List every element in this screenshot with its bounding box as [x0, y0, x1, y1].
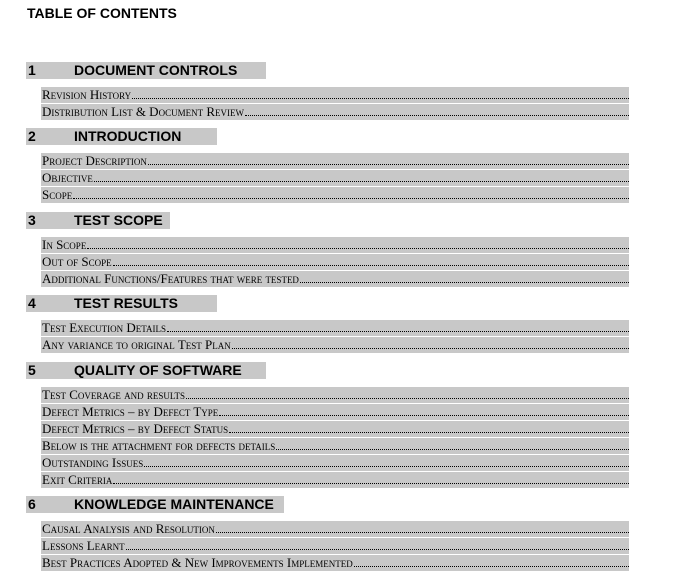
- dot-leader: [113, 265, 629, 266]
- toc-entry-scope[interactable]: [41, 187, 629, 203]
- dot-leader: [229, 432, 629, 433]
- section-heading-test-scope[interactable]: [26, 212, 170, 229]
- toc-entry-lessons-learnt[interactable]: [41, 538, 629, 554]
- toc-entry-in-scope[interactable]: [41, 237, 629, 253]
- dot-leader: [87, 248, 629, 249]
- toc-entry-test-coverage[interactable]: [41, 387, 629, 403]
- section-heading-introduction[interactable]: [26, 128, 217, 145]
- section-number: 1: [28, 62, 36, 78]
- toc-entry-label: Defect Metrics – by Defect Status: [42, 421, 229, 436]
- dot-leader: [300, 282, 629, 283]
- section-number: 5: [28, 362, 36, 378]
- toc-entry-additional-functions[interactable]: [41, 271, 629, 287]
- dot-leader: [148, 164, 629, 165]
- toc-entry-label: Additional Functions/Features that were tested: [42, 271, 299, 286]
- toc-entry-label: Out of Scope: [42, 254, 112, 269]
- toc-entry-label: Revision History: [42, 87, 132, 102]
- section-number: 3: [28, 212, 36, 228]
- section-number: 6: [28, 496, 36, 512]
- dot-leader: [132, 98, 629, 99]
- dot-leader: [126, 549, 629, 550]
- toc-entry-outstanding-issues[interactable]: [41, 455, 629, 471]
- toc-entry-exit-criteria[interactable]: [41, 472, 629, 488]
- section-title: INTRODUCTION: [74, 128, 182, 144]
- section-heading-knowledge-maintenance[interactable]: [26, 496, 284, 513]
- toc-entry-distribution-list[interactable]: [41, 104, 629, 120]
- toc-entry-project-description[interactable]: [41, 153, 629, 169]
- toc-entry-objective[interactable]: [41, 170, 629, 186]
- dot-leader: [167, 331, 629, 332]
- toc-entry-any-variance[interactable]: [41, 337, 629, 353]
- dot-leader: [219, 415, 629, 416]
- toc-entry-label: Outstanding Issues: [42, 455, 144, 470]
- toc-entry-label: Objective: [42, 170, 93, 185]
- toc-entry-defect-metrics-status[interactable]: [41, 421, 629, 437]
- toc-entry-label: Distribution List & Document Review: [42, 104, 244, 119]
- section-title: QUALITY OF SOFTWARE: [74, 362, 242, 378]
- toc-entry-label: Causal Analysis and Resolution: [42, 521, 215, 536]
- dot-leader: [245, 115, 629, 116]
- dot-leader: [73, 198, 629, 199]
- toc-entry-label: Lessons Learnt: [42, 538, 125, 553]
- toc-entry-causal-analysis[interactable]: [41, 521, 629, 537]
- section-heading-test-results[interactable]: [26, 295, 217, 312]
- toc-entry-label: Exit Criteria: [42, 472, 113, 487]
- section-title: DOCUMENT CONTROLS: [74, 62, 238, 78]
- section-title: KNOWLEDGE MAINTENANCE: [74, 496, 274, 512]
- toc-entry-out-of-scope[interactable]: [41, 254, 629, 270]
- dot-leader: [94, 181, 629, 182]
- toc-entry-label: Scope: [42, 187, 73, 202]
- toc-entry-defects-attachment[interactable]: [41, 438, 629, 454]
- toc-entry-label: Best Practices Adopted & New Improvements Implemented: [42, 555, 353, 570]
- section-title: TEST SCOPE: [74, 212, 163, 228]
- dot-leader: [186, 398, 629, 399]
- dot-leader: [232, 348, 629, 349]
- section-heading-quality-of-software[interactable]: [26, 362, 266, 379]
- toc-entry-label: In Scope: [42, 237, 87, 252]
- toc-entry-label: Test Execution Details: [42, 320, 167, 335]
- dot-leader: [276, 449, 629, 450]
- toc-entry-revision-history[interactable]: [41, 87, 629, 103]
- toc-entry-label: Defect Metrics – by Defect Type: [42, 404, 219, 419]
- page-title: TABLE OF CONTENTS: [27, 5, 177, 21]
- toc-entry-test-execution-details[interactable]: [41, 320, 629, 336]
- toc-entry-best-practices[interactable]: [41, 555, 629, 571]
- dot-leader: [354, 566, 629, 567]
- toc-entry-label: Below is the attachment for defects details: [42, 438, 276, 453]
- dot-leader: [144, 466, 629, 467]
- toc-entry-defect-metrics-type[interactable]: [41, 404, 629, 420]
- dot-leader: [113, 483, 629, 484]
- dot-leader: [216, 532, 629, 533]
- toc-entry-label: Test Coverage and results: [42, 387, 186, 402]
- section-number: 2: [28, 128, 36, 144]
- section-heading-document-controls[interactable]: [26, 62, 266, 79]
- section-title: TEST RESULTS: [74, 295, 178, 311]
- section-number: 4: [28, 295, 36, 311]
- toc-entry-label: Any variance to original Test Plan: [42, 337, 231, 352]
- toc-entry-label: Project Description: [42, 153, 147, 168]
